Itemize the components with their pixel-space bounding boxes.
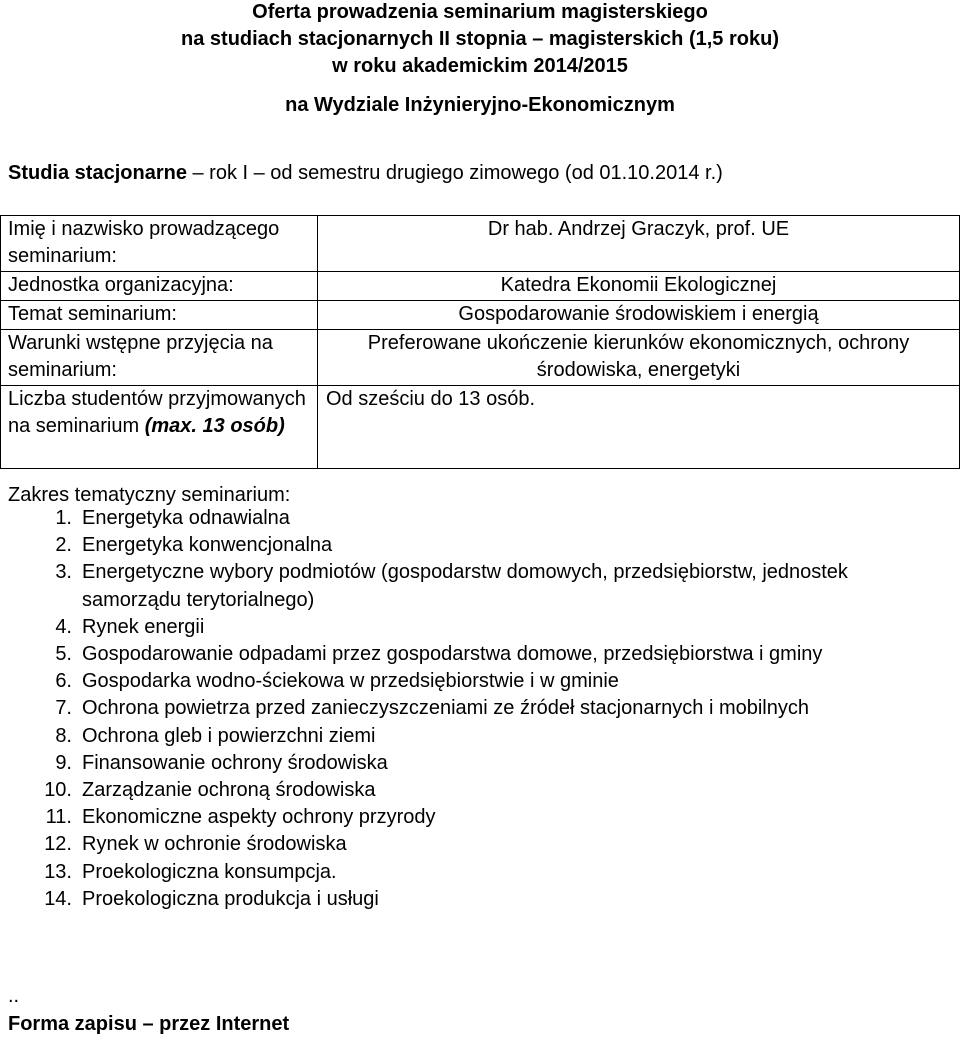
list-item bbox=[0, 559, 902, 613]
study-mode-details: – rok I – od semestru drugiego zimowego (od 01.10.2014 r.) bbox=[186, 162, 723, 184]
list-item-number: 10. bbox=[44, 779, 72, 802]
list-item-text: Finansowanie ochrony środowiska bbox=[82, 751, 388, 774]
list-item-text: Rynek energii bbox=[82, 615, 205, 638]
list-item-text: Energetyczne wybory podmiotów (gospodarstw domowych, przedsiębiorstw, jednostek samorządu terytorialnego) bbox=[82, 561, 848, 611]
seminar-info-table bbox=[0, 215, 960, 469]
capacity-value: Od sześciu do 13 osób. bbox=[318, 386, 960, 469]
header-academic-year: w roku akademickim 2014/2015 bbox=[332, 55, 628, 77]
list-item bbox=[0, 695, 902, 722]
ellipsis-text: .. bbox=[8, 985, 20, 1007]
list-item bbox=[0, 859, 902, 886]
list-item-number: 9. bbox=[55, 751, 72, 774]
list-item bbox=[0, 505, 902, 532]
list-item bbox=[0, 886, 902, 913]
topic-value: Gospodarowanie środowiskiem i energią bbox=[318, 301, 960, 330]
list-item bbox=[0, 831, 902, 858]
list-item bbox=[0, 641, 902, 668]
list-item-number: 13. bbox=[44, 860, 72, 883]
list-item-number: 6. bbox=[55, 670, 72, 693]
supervisor-value: Dr hab. Andrzej Graczyk, prof. UE bbox=[318, 216, 960, 272]
scope-heading: Zakres tematyczny seminarium: bbox=[8, 484, 291, 506]
table-row bbox=[1, 272, 960, 301]
list-item-number: 8. bbox=[55, 724, 72, 747]
list-item bbox=[0, 750, 902, 777]
list-item-number: 11. bbox=[45, 806, 72, 829]
list-item-number: 3. bbox=[55, 561, 72, 584]
topic-label: Temat seminarium: bbox=[1, 301, 318, 330]
study-mode-line bbox=[8, 160, 723, 186]
table-row bbox=[1, 386, 960, 469]
list-item bbox=[0, 777, 902, 804]
list-item-number: 1. bbox=[55, 507, 72, 529]
table-row bbox=[1, 330, 960, 386]
table-row bbox=[1, 216, 960, 272]
list-item-text: Proekologiczna konsumpcja. bbox=[82, 860, 337, 883]
list-item-number: 5. bbox=[55, 643, 72, 666]
capacity-label-text: Liczba studentów przyjmowanych na seminarium bbox=[8, 388, 306, 437]
capacity-label bbox=[1, 386, 318, 469]
list-item-text: Ochrona gleb i powierzchni ziemi bbox=[82, 724, 376, 747]
supervisor-label: Imię i nazwisko prowadzącego seminarium: bbox=[1, 216, 318, 272]
list-item bbox=[0, 668, 902, 695]
list-item-text: Gospodarka wodno-ściekowa w przedsiębiorstwie i w gminie bbox=[82, 670, 619, 693]
capacity-max-note: (max. 13 osób) bbox=[144, 415, 285, 437]
list-item bbox=[0, 723, 902, 750]
list-item-number: 4. bbox=[55, 615, 72, 638]
requirements-label: Warunki wstępne przyjęcia na seminarium: bbox=[1, 330, 318, 386]
study-mode-label: Studia stacjonarne bbox=[8, 162, 187, 184]
topics-list bbox=[0, 505, 902, 913]
list-item-text: Proekologiczna produkcja i usługi bbox=[82, 887, 379, 910]
header-faculty: na Wydziale Inżynieryjno-Ekonomicznym bbox=[285, 94, 675, 116]
list-item-text: Rynek w ochronie środowiska bbox=[82, 833, 347, 856]
list-item-text: Ekonomiczne aspekty ochrony przyrody bbox=[82, 806, 436, 829]
header-study-type: na studiach stacjonarnych II stopnia – magisterskich (1,5 roku) bbox=[181, 28, 779, 50]
list-item bbox=[0, 532, 902, 559]
list-item-text: Gospodarowanie odpadami przez gospodarstwa domowe, przedsiębiorstwa i gminy bbox=[82, 643, 823, 666]
list-item bbox=[0, 804, 902, 831]
table-row bbox=[1, 301, 960, 330]
list-item-number: 2. bbox=[55, 534, 72, 557]
list-item-text: Zarządzanie ochroną środowiska bbox=[82, 779, 376, 802]
list-item-text: Energetyka odnawialna bbox=[82, 507, 290, 529]
list-item-number: 14. bbox=[44, 887, 72, 910]
registration-form-note: Forma zapisu – przez Internet bbox=[8, 1013, 290, 1035]
list-item-number: 7. bbox=[55, 697, 72, 720]
unit-label: Jednostka organizacyjna: bbox=[1, 272, 318, 301]
header-title: Oferta prowadzenia seminarium magisterskiego bbox=[252, 1, 708, 23]
list-item-number: 12. bbox=[44, 833, 72, 856]
unit-value: Katedra Ekonomii Ekologicznej bbox=[318, 272, 960, 301]
list-item bbox=[0, 614, 902, 641]
requirements-value: Preferowane ukończenie kierunków ekonomicznych, ochrony środowiska, energetyki bbox=[318, 330, 960, 386]
list-item-text: Energetyka konwencjonalna bbox=[82, 534, 333, 557]
list-item-text: Ochrona powietrza przed zanieczyszczeniami ze źródeł stacjonarnych i mobilnych bbox=[82, 697, 809, 720]
